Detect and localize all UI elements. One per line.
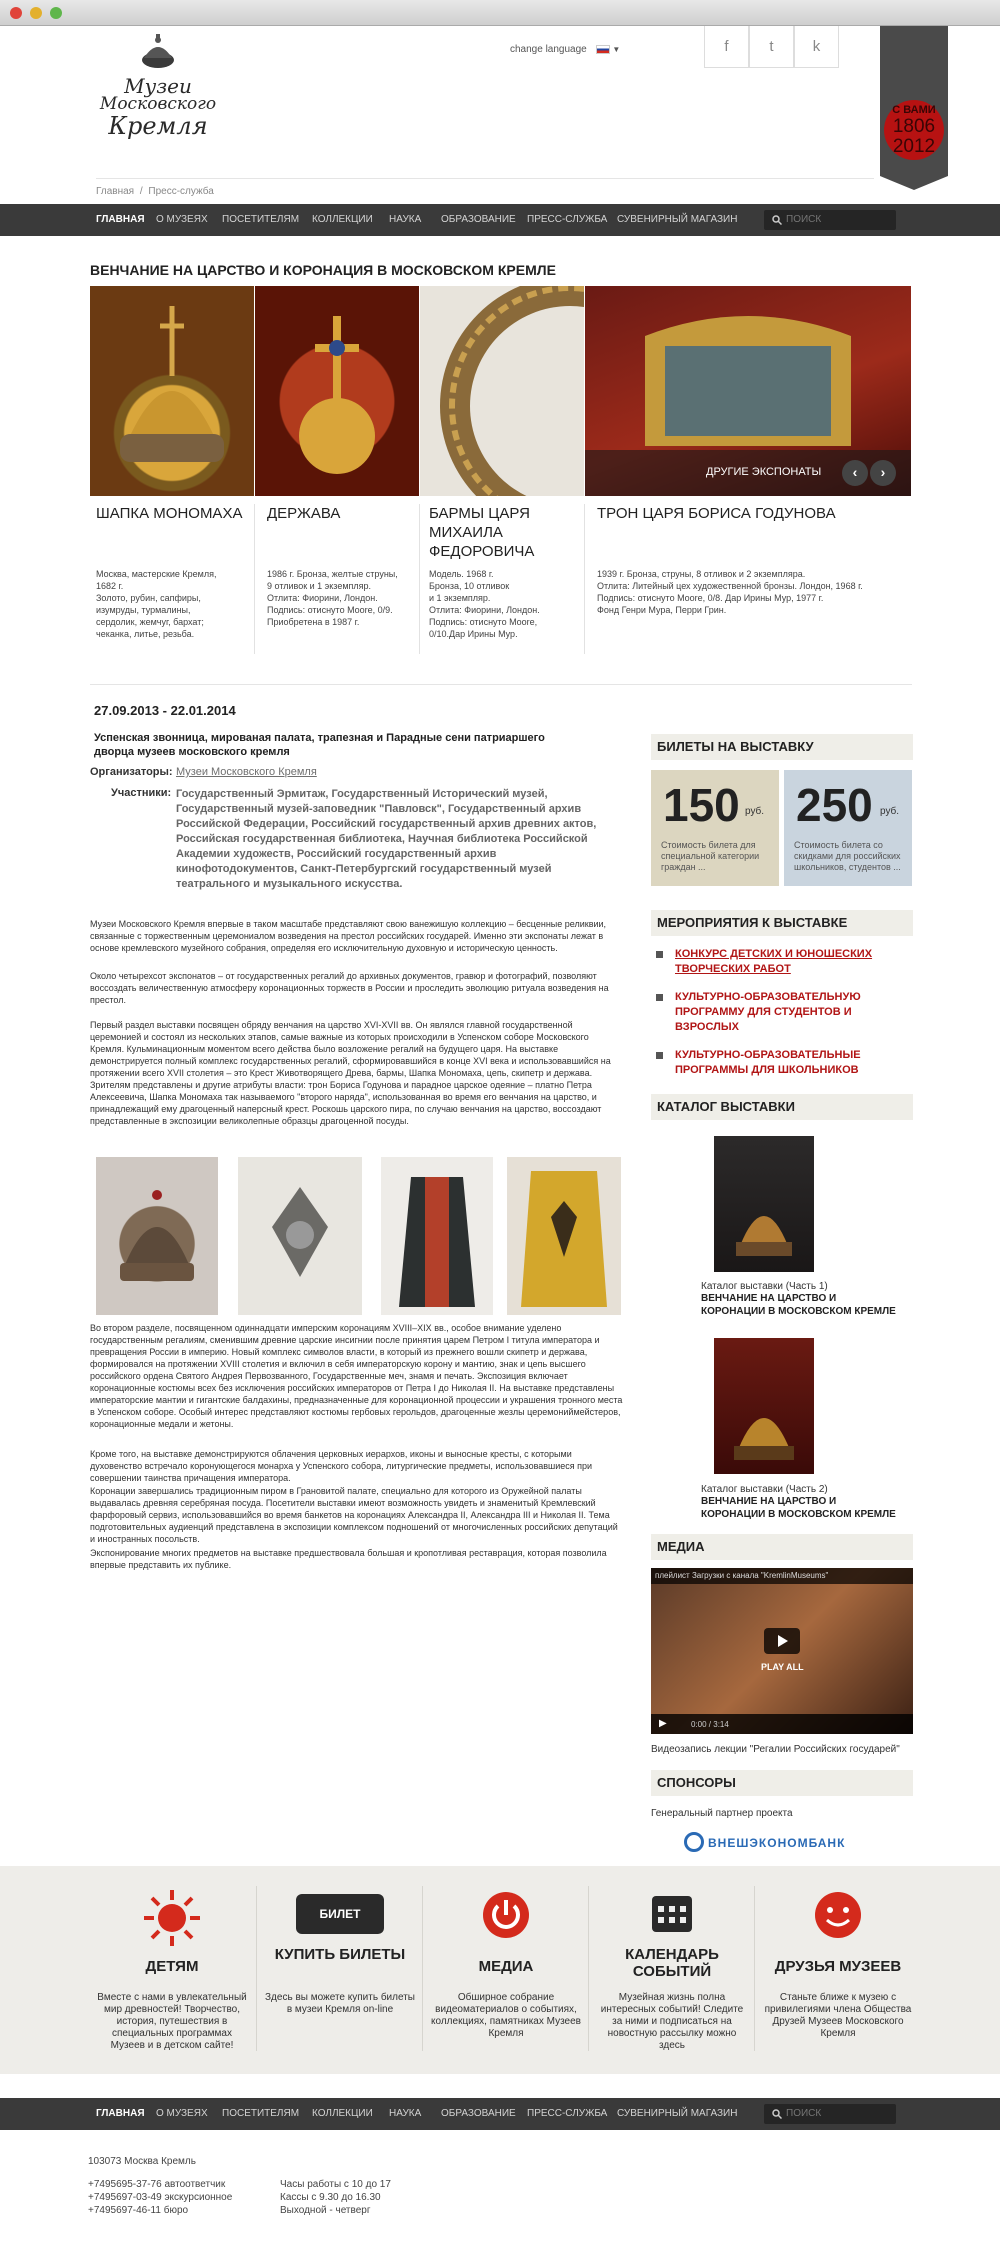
twitter-icon[interactable]: t <box>749 26 794 68</box>
site-logo[interactable] <box>96 34 220 164</box>
footer-nav <box>0 2098 1000 2130</box>
sponsor-label: Генеральный партнер проекта <box>651 1808 793 1819</box>
feature-title: КУПИТЬ БИЛЕТЫ <box>274 1946 406 1963</box>
logo-line-2: Московского <box>99 94 217 114</box>
gallery-item-desc <box>96 568 246 640</box>
events-heading: МЕРОПРИЯТИЯ К ВЫСТАВКЕ <box>651 910 913 936</box>
ticket-desc: Стоимость билета со скидками для российских школьников, студентов ... <box>794 840 901 872</box>
nav-education[interactable]: ОБРАЗОВАНИЕ <box>441 214 516 225</box>
footer-phone: +7495697-03-49 экскурсионное <box>88 2192 233 2203</box>
paragraph: Кроме того, на выставке демонстрируются облачения церковных иерархов, иконы и выносные кресты, с которыми духовенство встречало коронующегося монарха у Успенского собора, литургические предметы, использовавшиеся при совершении таинства причащения императора. <box>90 1449 593 1483</box>
feature-desc: Музейная жизнь полна интересных событий! Следите за ними и подписаться на новостную рассылку можно здесь <box>600 1992 744 2051</box>
bullet-icon <box>656 951 663 958</box>
play-all-label[interactable]: PLAY ALL <box>761 1662 804 1672</box>
desc-line: Золото, рубин, сапфиры, <box>96 593 201 603</box>
desc-line: Бронза, 10 отливок <box>429 581 510 591</box>
divider <box>584 504 585 654</box>
desc-line: 9 отливок и 1 экземпляр. <box>267 581 372 591</box>
gallery-image-barmy[interactable] <box>420 286 584 496</box>
gallery-item-desc <box>429 568 579 640</box>
nav-press[interactable]: ПРЕСС-СЛУЖБА <box>527 214 608 225</box>
bullet-icon <box>656 1052 663 1059</box>
nav-press[interactable]: ПРЕСС-СЛУЖБА <box>527 2108 608 2119</box>
media-heading: МЕДИА <box>651 1534 913 1560</box>
desc-line: Подпись: отиснуто Moore, 0/9. <box>267 605 393 615</box>
feature-title: ДРУЗЬЯ МУЗЕЕВ <box>774 1958 902 1975</box>
video-time: 0:00 / 3:14 <box>691 1720 729 1729</box>
browser-titlebar <box>0 0 1000 26</box>
catalog-name[interactable]: ВЕНЧАНИЕ НА ЦАРСТВО И КОРОНАЦИИ В МОСКОВСКОМ КРЕМЛЕ <box>701 1293 896 1317</box>
paragraph: Коронации завершались традиционным пиром в Грановитой палате, специально для которого из Оружейной палаты выдавалась древняя серебряная посуда. Посетители выставки имеют возможность увидеть и знаменитый Кремлевский фарфоровый сервиз, использовавшийся во время банкетов на коронациях Александра II, Александра III и Николая II. Тема подготовительных аудиенций представлена в экспозиции комплексом подношений от многочисленных российских депутаций и иностранных посольств. <box>90 1486 618 1544</box>
gallery-item-desc <box>267 568 417 628</box>
footer-hours: Часы работы с 10 до 17 <box>280 2179 391 2190</box>
nav-visitors[interactable]: ПОСЕТИТЕЛЯМ <box>222 2108 300 2119</box>
organizers-label: Организаторы: <box>90 766 173 778</box>
nav-education[interactable]: ОБРАЗОВАНИЕ <box>441 2108 516 2119</box>
video-title: плейлист Загрузки с канала "KremlinMuseums" <box>651 1568 913 1584</box>
catalog-part: Каталог выставки (Часть 2) <box>701 1484 828 1495</box>
divider <box>754 1886 755 2051</box>
feature-title: КАЛЕНДАРЬ СОБЫТИЙ <box>625 1946 719 1980</box>
gallery-item-name[interactable]: БАРМЫ ЦАРЯ МИХАИЛА ФЕДОРОВИЧА <box>429 505 535 560</box>
breadcrumb-separator: / <box>139 186 143 197</box>
nav-collections[interactable]: КОЛЛЕКЦИИ <box>312 2108 373 2119</box>
desc-line: сердолик, жемчуг, бархат; <box>96 617 204 627</box>
ticket-card[interactable] <box>651 770 779 886</box>
photo-uniform[interactable] <box>381 1157 493 1315</box>
nav-visitors[interactable]: ПОСЕТИТЕЛЯМ <box>222 214 300 225</box>
ticket-currency: руб. <box>745 806 765 817</box>
ticket-price: 250 <box>796 779 873 831</box>
nav-science[interactable]: НАУКА <box>389 2108 422 2119</box>
change-language[interactable] <box>510 44 620 55</box>
window-minimize-icon[interactable] <box>30 7 42 19</box>
search-icon <box>772 215 782 225</box>
play-icon[interactable] <box>764 1628 800 1654</box>
feature-calendar[interactable] <box>590 1866 754 2074</box>
gallery-more-label[interactable]: ДРУГИЕ ЭКСПОНАТЫ <box>706 466 822 478</box>
feature-tickets[interactable] <box>258 1866 422 2074</box>
divider <box>422 1886 423 2051</box>
event-link[interactable]: КУЛЬТУРНО-ОБРАЗОВАТЕЛЬНЫЕ ПРОГРАММЫ ДЛЯ ШКОЛЬНИКОВ <box>675 1049 861 1076</box>
desc-line: чеканка, литье, резьба. <box>96 629 195 639</box>
sponsor-logo-icon <box>684 1832 704 1852</box>
footer-address: 103073 Москва Кремль <box>88 2156 196 2167</box>
nav-shop[interactable]: СУВЕНИРНЫЙ МАГАЗИН <box>617 214 738 225</box>
vk-icon[interactable]: k <box>794 26 839 68</box>
desc-line: Модель. 1968 г. <box>429 569 494 579</box>
footer-phone: +7495697-46-11 бюро <box>88 2205 189 2216</box>
main-nav <box>0 204 1000 236</box>
search-icon <box>772 2109 782 2119</box>
footer-hours: Кассы с 9.30 до 16.30 <box>280 2192 381 2203</box>
paragraph: Во втором разделе, посвященном одиннадцати имперским коронациям XVIII–XIX вв., особое внимание уделено государственным регалиям, сменившим древние царские инсигнии после принятия царем Петром I титула императора и превращения России в империю. Новый комплекс символов власти, в который из прежнего вошли скипетр и держава, формировался на протяжении XVIII столетия и включил в себя императорскую корону и мантию, знак и цепь высшего российского ордена Святого Андрея Первозванного, Государственные меч, знамя и печать. Экспозиция включает коронационные костюмы всех без исключения российских императоров от Петра I до Николая II. На выставке представлены императорские мантии и гигантские балдахины, предназначенные для коронационной процессии и украшения тронного места в Успенском соборе. Особый интерес представляют костюмы гербовых герольдов, драгоценные жезлы церемониймейстеров, коронационные медали и жетоны. <box>90 1323 623 1429</box>
nav-shop[interactable]: СУВЕНИРНЫЙ МАГАЗИН <box>617 2108 738 2119</box>
smile-icon <box>813 1890 863 1940</box>
features-strip <box>0 1866 1000 2074</box>
divider <box>588 1886 589 2051</box>
desc-line: Отлита: Литейный цех художественной бронзы. Лондон, 1968 г. <box>597 581 863 591</box>
gallery-item-name[interactable]: ШАПКА МОНОМАХА <box>96 505 243 522</box>
facebook-icon[interactable]: f <box>704 26 749 68</box>
desc-line: 1939 г. Бронза, струны, 8 отливок и 2 экземпляра. <box>597 569 806 579</box>
sponsors-heading: СПОНСОРЫ <box>651 1770 913 1796</box>
search-input[interactable] <box>764 210 896 230</box>
paragraph: Около четырехсот экспонатов – от государственных регалий до архивных документов, гравюр и фотографий, позволяют воссоздать величественную атмосферу коронационных торжеств в России и проследить эволюцию ритуала возведения на престол. <box>90 971 609 1005</box>
nav-science[interactable]: НАУКА <box>389 214 422 225</box>
feature-kids[interactable] <box>90 1866 254 2074</box>
calendar-icon <box>650 1890 694 1934</box>
divider <box>254 504 255 654</box>
ticket-price: 150 <box>663 779 740 831</box>
ticket-icon: БИЛЕТ <box>296 1894 384 1934</box>
russian-flag-icon <box>596 45 610 54</box>
organizers-link[interactable]: Музеи Московского Кремля <box>176 766 317 778</box>
nav-home[interactable]: ГЛАВНАЯ <box>96 2108 145 2119</box>
page-title: ВЕНЧАНИЕ НА ЦАРСТВО И КОРОНАЦИЯ В МОСКОВСКОМ КРЕМЛЕ <box>90 262 556 278</box>
participants-list: Государственный Эрмитаж, Государственный Исторический музей, Государственный музей-заповедник "Павловск", Государственный архив Российской Федерации, Российский государственный архив древних актов, Российская государственная библиотека, Научная библиотека Российской Академии художеств, Российский государственный архив кинофотодокументов, Санкт-Петербургский государственный музей театрального и музыкального искусства. <box>176 788 597 890</box>
divider <box>90 684 912 685</box>
anniversary-ribbon <box>880 26 948 190</box>
feature-desc: Станьте ближе к музею с привилегиями члена Общества Друзей Музеев Московского Кремля <box>764 1992 912 2039</box>
logo-line-3: Кремля <box>108 112 208 140</box>
gallery-item-name[interactable]: ТРОН ЦАРЯ БОРИСА ГОДУНОВА <box>597 505 836 522</box>
paragraph: Экспонирование многих предметов на выставке предшествовала большая и кропотливая реставрация, которая позволила впервые представить их публике. <box>90 1548 607 1570</box>
desc-line: 0/10.Дар Ирины Мур. <box>429 629 518 639</box>
catalog-part: Каталог выставки (Часть 1) <box>701 1281 828 1292</box>
window-maximize-icon[interactable] <box>50 7 62 19</box>
gallery-prev-icon[interactable]: ‹ <box>842 460 868 486</box>
video-player[interactable] <box>651 1568 913 1734</box>
catalog-cover-1[interactable] <box>714 1136 814 1272</box>
photo-order[interactable] <box>238 1157 362 1315</box>
breadcrumb <box>96 186 214 197</box>
paragraph: Музеи Московского Кремля впервые в таком масштабе представляют свою ванежишую коллекцию – бесценные реликвии, связанные с торжественным церемониалом возведения на престол российских государей. Именно эти экспонаты лежат в основе кремлевского музейного собрания, определяя его исключительную духовную и историческую ценность. <box>90 919 607 953</box>
desc-line: Отлита: Фиорини, Лондон. <box>267 593 378 603</box>
sponsor-name[interactable]: ВНЕШЭКОНОМБАНК <box>708 1836 846 1850</box>
exhibition-dates: 27.09.2013 - 22.01.2014 <box>94 703 236 718</box>
desc-line: и 1 экземпляр. <box>429 593 491 603</box>
tickets-heading: БИЛЕТЫ НА ВЫСТАВКУ <box>651 734 913 760</box>
change-language-label: change language <box>510 44 587 55</box>
catalog-cover-2[interactable] <box>714 1338 814 1474</box>
gallery-item-name[interactable]: ДЕРЖАВА <box>267 505 341 522</box>
breadcrumb-current: Пресс-служба <box>148 186 214 197</box>
video-caption: Видеозапись лекции "Регалии Российских государей" <box>651 1744 900 1755</box>
gallery-next-icon[interactable]: › <box>870 460 896 486</box>
feature-friends[interactable] <box>756 1866 920 2074</box>
ticket-currency: руб. <box>880 806 900 817</box>
photo-herald-costume[interactable] <box>507 1157 621 1315</box>
nav-museums[interactable]: О МУЗЕЯХ <box>156 214 208 225</box>
feature-media[interactable] <box>424 1866 588 2074</box>
divider <box>256 1886 257 2051</box>
photo-crown[interactable] <box>96 1157 218 1315</box>
divider <box>96 178 874 179</box>
ticket-desc: Стоимость билета для специальной категории граждан ... <box>661 840 760 872</box>
feature-desc: Обширное собрание видеоматериалов о событиях, коллекциях, памятниках Музеев Кремля <box>431 1992 581 2039</box>
ticket-card[interactable] <box>784 770 912 886</box>
paragraph: Первый раздел выставки посвящен обряду венчания на царство XVI-XVII вв. Он являлся главной государственной церемонией и состоял из нескольких этапов, самые важные из которых происходили в Успенском соборе Московского Кремля. Кульминационным моментом всего действа было возложение регалий на будущего царя. На выставке демонстрируется полный комплекс государственных регалий, сформировавшийся в конце XVI века и использовавшийся на протяжении всего XVII столетия – это Крест Животворящего Древа, бармы, Шапка Мономаха, цепь, скипетр и держава. Зрителям представлены и другие атрибуты власти: трон Бориса Годунова и парадное царское одеяние – платно Петра Алексеевича, Шапка Мономаха так называемого "второго наряда", использованная во время его венчания на царство, и принадлежащий ему драгоценный наперсный крест. Роскошь царского пира, по случаю венчания на царство, воссоздают представленные в экспозиции великолепные образцы драгоценной посуды. <box>90 1020 611 1126</box>
desc-line: Подпись: отиснуто Moore, <box>429 617 538 627</box>
desc-line: 1986 г. Бронза, желтые струны, <box>267 569 398 579</box>
footer-hours: Выходной - четверг <box>280 2205 371 2216</box>
gallery-item-desc <box>597 568 907 616</box>
desc-line: Отлита: Фиорини, Лондон. <box>429 605 540 615</box>
divider <box>419 504 420 654</box>
feature-desc: Здесь вы можете купить билеты в музеи Кремля on-line <box>265 1992 415 2015</box>
sun-icon <box>142 1888 202 1948</box>
feature-title: ДЕТЯМ <box>145 1958 199 1975</box>
nav-home[interactable]: ГЛАВНАЯ <box>96 214 145 225</box>
ribbon-text-1: С ВАМИ <box>892 104 936 116</box>
desc-line: Подпись: отиснуто Moore, 0/8. Дар Ирины Мур, 1977 г. <box>597 593 824 603</box>
power-icon <box>481 1890 531 1940</box>
feature-title: МЕДИА <box>478 1958 534 1975</box>
catalog-name[interactable]: ВЕНЧАНИЕ НА ЦАРСТВО И КОРОНАЦИИ В МОСКОВСКОМ КРЕМЛЕ <box>701 1496 896 1520</box>
gallery-image-monomakh-cap[interactable] <box>90 286 254 496</box>
desc-line: Приобретена в 1987 г. <box>267 617 360 627</box>
catalog-heading: КАТАЛОГ ВЫСТАВКИ <box>651 1094 913 1120</box>
ribbon-year-2: 2012 <box>892 136 936 157</box>
desc-line: Фонд Генри Мура, Перри Грин. <box>597 605 727 615</box>
footer-phone: +7495695-37-76 автоответчик <box>88 2179 226 2190</box>
feature-desc: Вместе с нами в увлекательный мир древностей! Творчество, история, путешествия в специальных программах Музеев и в детском сайте! <box>97 1992 247 2051</box>
logo-line-1: Музеи <box>124 74 192 98</box>
video-play-button-icon[interactable]: ▶ <box>659 1718 667 1729</box>
participants-label: Участники: <box>111 787 172 799</box>
nav-museums[interactable]: О МУЗЕЯХ <box>156 2108 208 2119</box>
desc-line: 1682 г. <box>96 581 124 591</box>
window-close-icon[interactable] <box>10 7 22 19</box>
event-link[interactable]: КУЛЬТУРНО-ОБРАЗОВАТЕЛЬНУЮ ПРОГРАММУ ДЛЯ СТУДЕНТОВ И ВЗРОСЛЫХ <box>675 991 861 1033</box>
nav-collections[interactable]: КОЛЛЕКЦИИ <box>312 214 373 225</box>
bullet-icon <box>656 994 663 1001</box>
event-link[interactable]: КОНКУРС ДЕТСКИХ И ЮНОШЕСКИХ ТВОРЧЕСКИХ РАБОТ <box>675 948 873 975</box>
search-input[interactable] <box>764 2104 896 2124</box>
desc-line: изумруды, турмалины, <box>96 605 191 615</box>
crown-icon <box>96 34 220 70</box>
breadcrumb-home[interactable]: Главная <box>96 186 135 197</box>
gallery-image-orb[interactable] <box>255 286 419 496</box>
chevron-down-icon: ▼ <box>612 45 621 54</box>
exhibition-venue: Успенская звонница, мированая палата, трапезная и Парадные сени патриаршего дворца музеев московского кремля <box>94 732 545 758</box>
ribbon-year-1: 1806 <box>892 116 936 137</box>
desc-line: Москва, мастерские Кремля, <box>96 569 217 579</box>
